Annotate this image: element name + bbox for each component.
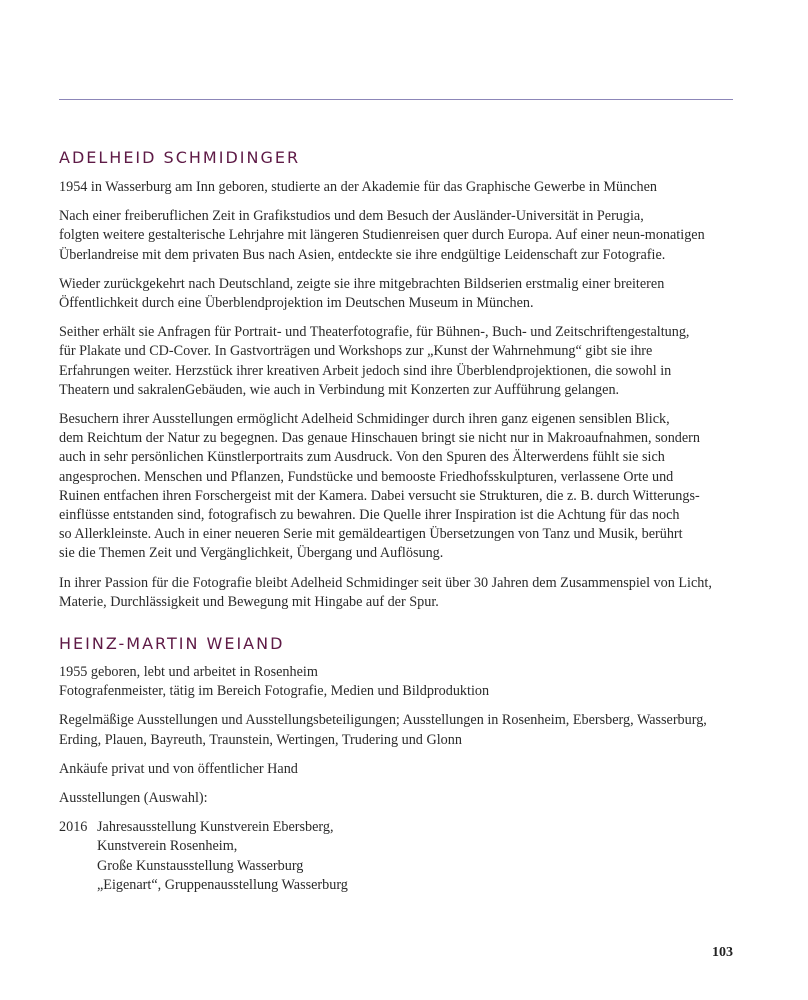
paragraph	[59, 789, 749, 808]
text-line: auch in sehr persönlichen Künstlerportraits zum Ausdruck. Von den Spuren des Älterwerdens fühlt sie sich	[59, 449, 665, 466]
text-line: folgten weitere gestalterische Lehrjahre mit längeren Studienreisen quer durch Europa. Auf einer neun-monatigen	[59, 227, 705, 244]
text-line: Ankäufe privat und von öffentlicher Hand	[59, 760, 298, 777]
text-line: Fotografenmeister, tätig im Bereich Fotografie, Medien und Bildproduktion	[59, 683, 490, 700]
paragraph	[59, 410, 749, 564]
text-line: Materie, Durchlässigkeit und Bewegung mit Hingabe auf der Spur.	[59, 593, 439, 610]
exhibition-list	[59, 818, 749, 895]
text-line: Besuchern ihrer Ausstellungen ermöglicht Adelheid Schmidinger durch ihren ganz eigenen sensiblen Blick,	[59, 411, 670, 428]
paragraph	[59, 711, 749, 749]
section-adelheid-schmidinger	[59, 148, 749, 612]
exhibition-item: Jahresausstellung Kunstverein Ebersberg,	[97, 819, 334, 836]
paragraphs	[59, 663, 749, 808]
text-line: Nach einer freiberuflichen Zeit in Grafikstudios und dem Besuch der Ausländer-Universität in Perugia,	[59, 208, 644, 225]
paragraph	[59, 178, 749, 197]
top-rule	[59, 99, 733, 100]
section-heinz-martin-weiand	[59, 634, 749, 895]
paragraph	[59, 275, 749, 313]
text-line: Erding, Plauen, Bayreuth, Traunstein, Wertingen, Trudering und Glonn	[59, 731, 462, 748]
heading-adelheid-schmidinger: ADELHEID SCHMIDINGER	[59, 148, 301, 167]
paragraph	[59, 574, 749, 612]
exhibition-item: Große Kunstausstellung Wasserburg	[97, 857, 304, 874]
text-line: sie die Themen Zeit und Vergänglichkeit, Übergang und Auflösung.	[59, 545, 444, 562]
paragraph	[59, 663, 749, 701]
heading-heinz-martin-weiand: HEINZ-MARTIN WEIAND	[59, 634, 285, 654]
page-number: 103	[712, 945, 733, 960]
text-line: 1955 geboren, lebt und arbeitet in Rosenheim	[59, 664, 318, 681]
text-line: Überlandreise mit dem privaten Bus nach Asien, entdeckte sie ihre endgültige Leidenschaft zur Fotografie.	[59, 246, 666, 263]
text-line: für Plakate und CD-Cover. In Gastvorträgen und Workshops zur „Kunst der Wahrnehmung“ gibt sie ihre	[59, 343, 653, 360]
text-line: Wieder zurückgekehrt nach Deutschland, zeigte sie ihre mitgebrachten Bildserien erstmalig einer breiteren	[59, 275, 665, 292]
paragraph	[59, 207, 749, 265]
text-line: In ihrer Passion für die Fotografie bleibt Adelheid Schmidinger seit über 30 Jahren dem Zusammenspiel von Licht,	[59, 574, 712, 591]
text-line: angesprochen. Menschen und Pflanzen, Fundstücke und bemooste Friedhofsskulpturen, verlassene Orte und	[59, 468, 674, 485]
text-line: Regelmäßige Ausstellungen und Ausstellungsbeteiligungen; Ausstellungen in Rosenheim, Ebersberg, Wasserburg,	[59, 712, 707, 729]
paragraphs	[59, 178, 749, 612]
text-line: Theatern und sakralenGebäuden, wie auch in Verbindung mit Konzerten zur Aufführung gelangen.	[59, 381, 620, 398]
exhibition-items	[97, 818, 348, 895]
text-line: einflüsse entstanden sind, fotografisch zu bewahren. Die Quelle ihrer Inspiration ist die Achtung für das noch	[59, 507, 680, 524]
text-line: Erfahrungen weiter. Herzstück ihrer kreativen Arbeit jedoch sind ihre Überblendprojektionen, die sowohl in	[59, 362, 672, 379]
text-line: Ruinen entfachen ihren Forschergeist mit der Kamera. Dabei versucht sie Strukturen, die z. B. durch Witterungs-	[59, 487, 700, 504]
text-line: Seither erhält sie Anfragen für Portrait- und Theaterfotografie, für Bühnen-, Buch- und Zeitschriftengestaltung,	[59, 324, 690, 341]
paragraph	[59, 760, 749, 779]
text-line: so Allerkleinste. Auch in einer neueren Serie mit gemäldeartigen Übersetzungen von Tanz und Musik, berührt	[59, 526, 683, 543]
paragraph	[59, 323, 749, 400]
exhibition-item: „Eigenart“, Gruppenausstellung Wasserburg	[97, 876, 348, 893]
page-body	[59, 148, 749, 895]
text-line: 1954 in Wasserburg am Inn geboren, studierte an der Akademie für das Graphische Gewerbe in München	[59, 179, 657, 195]
exhibition-year: 2016	[59, 819, 88, 836]
exhibition-item: Kunstverein Rosenheim,	[97, 838, 238, 855]
text-line: Öffentlichkeit durch eine Überblendprojektion im Deutschen Museum in München.	[59, 295, 534, 312]
text-line: dem Reichtum der Natur zu begegnen. Das genaue Hinschauen bringt sie nicht nur in Makroaufnahmen, sondern	[59, 430, 701, 447]
text-line: Ausstellungen (Auswahl):	[59, 790, 208, 807]
